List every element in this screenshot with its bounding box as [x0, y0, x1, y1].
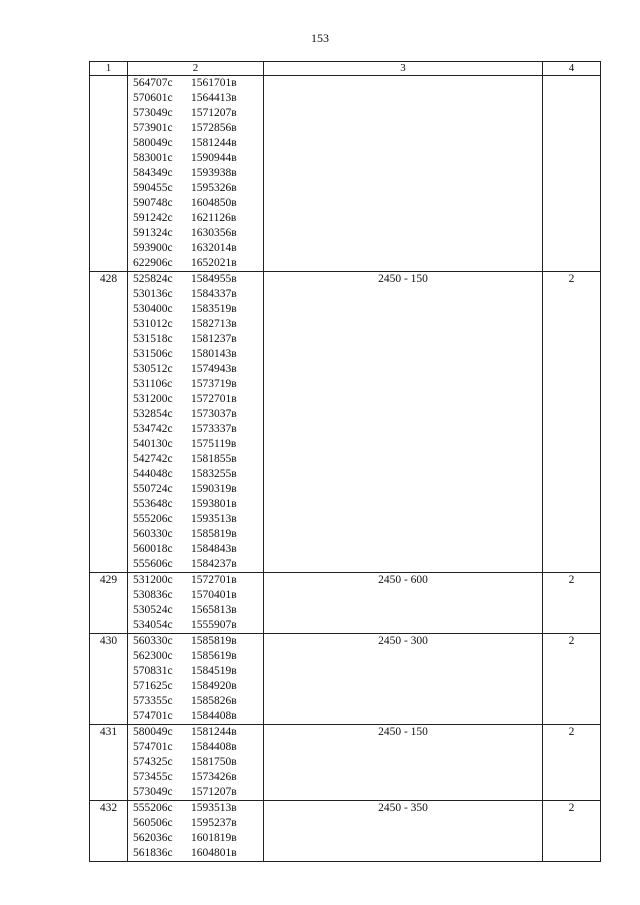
latitude-value: 570831с [133, 665, 173, 677]
longitude-value: 1585819в [191, 528, 237, 540]
section-number: 430 [90, 634, 128, 725]
coordinate-pair [128, 91, 263, 106]
coordinate-pair [128, 527, 263, 542]
longitude-value: 1593938в [191, 167, 237, 179]
table-row [90, 272, 601, 573]
section-number: 432 [90, 801, 128, 862]
table-row [90, 573, 601, 634]
coordinate-pair [128, 362, 263, 377]
latitude-value: 530524с [133, 604, 173, 616]
latitude-value: 584349с [133, 167, 173, 179]
coordinate-pair [128, 497, 263, 512]
coordinate-pair [128, 467, 263, 482]
latitude-value: 550724с [133, 483, 173, 495]
longitude-value: 1574943в [191, 363, 237, 375]
latitude-value: 531200с [133, 574, 173, 586]
header-col-2: 2 [128, 62, 264, 76]
coordinate-pair [128, 287, 263, 302]
latitude-value: 573455с [133, 771, 173, 783]
table-row [90, 76, 601, 272]
latitude-value: 622906с [133, 257, 173, 269]
coordinates-cell [128, 801, 264, 862]
longitude-value: 1581750в [191, 756, 237, 768]
coordinates-cell [128, 573, 264, 634]
altitude-range: 2450 - 150 [264, 272, 543, 573]
longitude-value: 1581237в [191, 333, 237, 345]
coordinate-pair [128, 831, 263, 846]
longitude-value: 1573719в [191, 378, 237, 390]
latitude-value: 530136с [133, 288, 173, 300]
coordinates-cell [128, 725, 264, 801]
coordinate-pair [128, 709, 263, 724]
coordinate-pair [128, 816, 263, 831]
latitude-value: 530512с [133, 363, 173, 375]
coordinate-pair [128, 302, 263, 317]
count-value: 2 [543, 573, 601, 634]
coordinate-pair [128, 846, 263, 861]
coordinates-cell [128, 272, 264, 573]
latitude-value: 530400с [133, 303, 173, 315]
table-row [90, 725, 601, 801]
latitude-value: 544048с [133, 468, 173, 480]
latitude-value: 531200с [133, 393, 173, 405]
latitude-value: 531506с [133, 348, 173, 360]
longitude-value: 1585826в [191, 695, 237, 707]
longitude-value: 1582713в [191, 318, 237, 330]
longitude-value: 1571207в [191, 107, 237, 119]
count-value: 2 [543, 725, 601, 801]
longitude-value: 1575119в [191, 438, 237, 450]
latitude-value: 534054с [133, 619, 173, 631]
latitude-value: 540130с [133, 438, 173, 450]
coordinate-pair [128, 785, 263, 800]
coordinate-pair [128, 542, 263, 557]
coordinate-pair [128, 512, 263, 527]
coordinate-pair [128, 588, 263, 603]
longitude-value: 1572701в [191, 393, 237, 405]
coordinate-pair [128, 770, 263, 785]
longitude-value: 1564413в [191, 92, 237, 104]
table-row [90, 634, 601, 725]
longitude-value: 1572856в [191, 122, 237, 134]
longitude-value: 1585619в [191, 650, 237, 662]
latitude-value: 560330с [133, 635, 173, 647]
latitude-value: 573355с [133, 695, 173, 707]
altitude-range: 2450 - 150 [264, 725, 543, 801]
longitude-value: 1572701в [191, 574, 237, 586]
latitude-value: 553648с [133, 498, 173, 510]
altitude-range [264, 76, 543, 272]
coordinate-pair [128, 272, 263, 287]
altitude-range: 2450 - 350 [264, 801, 543, 862]
coordinate-pair [128, 740, 263, 755]
longitude-value: 1581244в [191, 726, 237, 738]
coordinate-pair [128, 634, 263, 649]
longitude-value: 1604801в [191, 847, 237, 859]
coordinate-pair [128, 801, 263, 816]
coordinate-pair [128, 196, 263, 211]
longitude-value: 1595237в [191, 817, 237, 829]
coordinate-pair [128, 332, 263, 347]
latitude-value: 531518с [133, 333, 173, 345]
longitude-value: 1584843в [191, 543, 237, 555]
coordinate-pair [128, 106, 263, 121]
latitude-value: 571625с [133, 680, 173, 692]
coordinate-pair [128, 151, 263, 166]
longitude-value: 1584408в [191, 710, 237, 722]
section-number: 431 [90, 725, 128, 801]
longitude-value: 1621126в [191, 212, 237, 224]
count-value [543, 76, 601, 272]
longitude-value: 1573337в [191, 423, 237, 435]
latitude-value: 530836с [133, 589, 173, 601]
latitude-value: 583001с [133, 152, 173, 164]
table-header-row [90, 62, 601, 76]
longitude-value: 1593513в [191, 802, 237, 814]
coordinate-pair [128, 649, 263, 664]
latitude-value: 560018с [133, 543, 173, 555]
coordinate-pair [128, 422, 263, 437]
longitude-value: 1584337в [191, 288, 237, 300]
altitude-range: 2450 - 300 [264, 634, 543, 725]
coordinate-pair [128, 136, 263, 151]
coordinate-pair [128, 694, 263, 709]
altitude-range: 2450 - 600 [264, 573, 543, 634]
coordinate-pair [128, 618, 263, 633]
page-number: 153 [311, 31, 329, 45]
coordinate-pair [128, 452, 263, 467]
longitude-value: 1595326в [191, 182, 237, 194]
longitude-value: 1555907в [191, 619, 237, 631]
latitude-value: 525824с [133, 273, 173, 285]
header-col-1: 1 [90, 62, 128, 76]
longitude-value: 1590944в [191, 152, 237, 164]
latitude-value: 531106с [133, 378, 173, 390]
coordinate-pair [128, 121, 263, 136]
coordinates-table [89, 61, 601, 862]
latitude-value: 555606с [133, 558, 173, 570]
coordinate-pair [128, 377, 263, 392]
count-value: 2 [543, 272, 601, 573]
latitude-value: 591324с [133, 227, 173, 239]
coordinate-pair [128, 482, 263, 497]
latitude-value: 531012с [133, 318, 173, 330]
longitude-value: 1630356в [191, 227, 237, 239]
longitude-value: 1565813в [191, 604, 237, 616]
latitude-value: 561836с [133, 847, 173, 859]
latitude-value: 542742с [133, 453, 173, 465]
longitude-value: 1584519в [191, 665, 237, 677]
coordinate-pair [128, 755, 263, 770]
section-number: 428 [90, 272, 128, 573]
coordinate-pair [128, 603, 263, 618]
longitude-value: 1604850в [191, 197, 237, 209]
latitude-value: 532854с [133, 408, 173, 420]
latitude-value: 590455с [133, 182, 173, 194]
latitude-value: 562036с [133, 832, 173, 844]
longitude-value: 1585819в [191, 635, 237, 647]
longitude-value: 1580143в [191, 348, 237, 360]
table-row [90, 801, 601, 862]
latitude-value: 573049с [133, 107, 173, 119]
latitude-value: 555206с [133, 513, 173, 525]
coordinate-pair [128, 437, 263, 452]
coordinate-pair [128, 573, 263, 588]
longitude-value: 1573426в [191, 771, 237, 783]
latitude-value: 560330с [133, 528, 173, 540]
coordinate-pair [128, 226, 263, 241]
latitude-value: 580049с [133, 137, 173, 149]
coordinate-pair [128, 725, 263, 740]
longitude-value: 1590319в [191, 483, 237, 495]
longitude-value: 1593513в [191, 513, 237, 525]
longitude-value: 1570401в [191, 589, 237, 601]
latitude-value: 590748с [133, 197, 173, 209]
coordinate-pair [128, 181, 263, 196]
longitude-value: 1584408в [191, 741, 237, 753]
coordinate-pair [128, 211, 263, 226]
latitude-value: 593900с [133, 242, 173, 254]
section-number [90, 76, 128, 272]
coordinate-pair [128, 241, 263, 256]
coordinates-cell [128, 76, 264, 272]
coordinate-pair [128, 166, 263, 181]
count-value: 2 [543, 634, 601, 725]
longitude-value: 1581244в [191, 137, 237, 149]
longitude-value: 1571207в [191, 786, 237, 798]
latitude-value: 574325с [133, 756, 173, 768]
latitude-value: 574701с [133, 710, 173, 722]
count-value: 2 [543, 801, 601, 862]
latitude-value: 574701с [133, 741, 173, 753]
longitude-value: 1632014в [191, 242, 237, 254]
table-body [90, 76, 601, 862]
coordinate-pair [128, 407, 263, 422]
longitude-value: 1583519в [191, 303, 237, 315]
header-col-4: 4 [543, 62, 601, 76]
longitude-value: 1584920в [191, 680, 237, 692]
longitude-value: 1561701в [191, 77, 237, 89]
coordinate-pair [128, 679, 263, 694]
latitude-value: 534742с [133, 423, 173, 435]
coordinates-cell [128, 634, 264, 725]
longitude-value: 1601819в [191, 832, 237, 844]
longitude-value: 1581855в [191, 453, 237, 465]
latitude-value: 573901с [133, 122, 173, 134]
header-col-3: 3 [264, 62, 543, 76]
latitude-value: 560506с [133, 817, 173, 829]
coordinate-pair [128, 664, 263, 679]
latitude-value: 555206с [133, 802, 173, 814]
coordinate-pair [128, 76, 263, 91]
latitude-value: 591242с [133, 212, 173, 224]
coordinate-pair [128, 256, 263, 271]
latitude-value: 562300с [133, 650, 173, 662]
longitude-value: 1584955в [191, 273, 237, 285]
section-number: 429 [90, 573, 128, 634]
longitude-value: 1573037в [191, 408, 237, 420]
latitude-value: 580049с [133, 726, 173, 738]
longitude-value: 1583255в [191, 468, 237, 480]
coordinate-pair [128, 392, 263, 407]
longitude-value: 1593801в [191, 498, 237, 510]
coordinate-pair [128, 347, 263, 362]
latitude-value: 564707с [133, 77, 173, 89]
latitude-value: 573049с [133, 786, 173, 798]
coordinate-pair [128, 557, 263, 572]
longitude-value: 1584237в [191, 558, 237, 570]
coordinate-pair [128, 317, 263, 332]
longitude-value: 1652021в [191, 257, 237, 269]
latitude-value: 570601с [133, 92, 173, 104]
